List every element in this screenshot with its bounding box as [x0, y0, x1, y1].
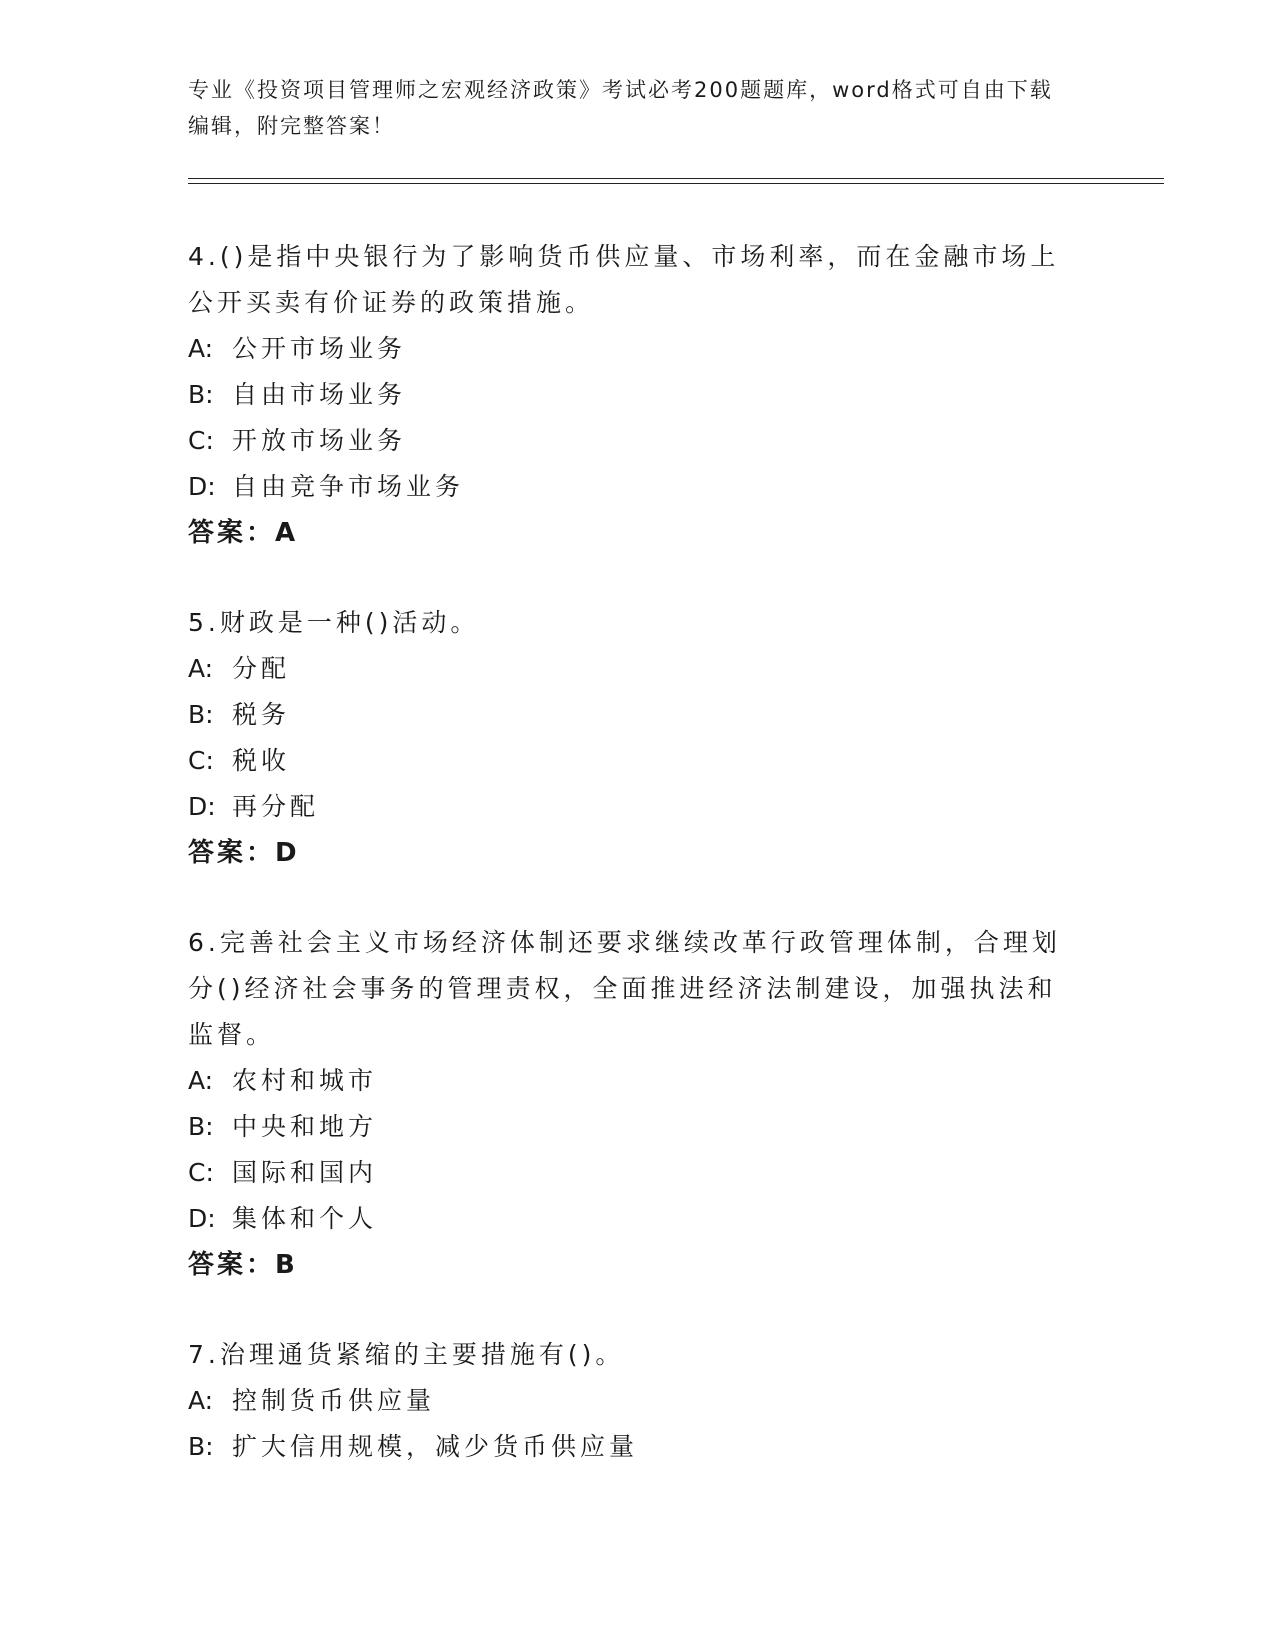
option-d: [188, 1196, 1088, 1242]
option-b: [188, 372, 1088, 418]
option-c: [188, 1150, 1088, 1196]
option-d: [188, 784, 1088, 830]
option-a: [188, 646, 1088, 692]
option-letter: A:: [188, 654, 214, 683]
option-text: 自由市场业务: [232, 380, 407, 409]
question-text: 7.治理通货紧缩的主要措施有()。: [188, 1340, 625, 1369]
option-text: 税收: [232, 746, 291, 775]
question-text: 4.()是指中央银行为了影响货币供应量、市场利率，而在金融市场上公开买卖有价证券的政策措施。: [188, 242, 1060, 317]
option-a: [188, 326, 1088, 372]
option-b: [188, 692, 1088, 738]
answer-line: 答案：A: [188, 518, 299, 548]
option-letter: C:: [188, 746, 214, 775]
option-letter: B:: [188, 700, 214, 729]
document-header: 专业《投资项目管理师之宏观经济政策》考试必考200题题库，word格式可自由下载编辑，附完整答案！: [188, 78, 1053, 138]
option-b: [188, 1424, 1088, 1470]
option-letter: B:: [188, 380, 214, 409]
option-letter: C:: [188, 1158, 214, 1187]
question-list: [188, 234, 1088, 1514]
question-text: 5.财政是一种()活动。: [188, 608, 480, 637]
option-text: 农村和城市: [232, 1066, 378, 1095]
option-text: 自由竞争市场业务: [232, 472, 465, 501]
option-letter: D:: [188, 472, 216, 501]
header-rule-top: [188, 178, 1164, 179]
question-6: [188, 920, 1088, 1288]
question-5: [188, 600, 1088, 876]
option-letter: D:: [188, 792, 216, 821]
option-c: [188, 418, 1088, 464]
option-a: [188, 1378, 1088, 1424]
answer-line: 答案：B: [188, 1250, 298, 1280]
option-letter: C:: [188, 426, 214, 455]
header-rule-bottom: [188, 183, 1164, 184]
question-4: [188, 234, 1088, 556]
question-text: 6.完善社会主义市场经济体制还要求继续改革行政管理体制，合理划分()经济社会事务的管理责权，全面推进经济法制建设，加强执法和监督。: [188, 928, 1061, 1049]
option-c: [188, 738, 1088, 784]
option-b: [188, 1104, 1088, 1150]
option-letter: A:: [188, 334, 214, 363]
answer-line: 答案：D: [188, 838, 300, 868]
option-text: 开放市场业务: [232, 426, 407, 455]
option-text: 控制货币供应量: [232, 1386, 436, 1415]
question-7: [188, 1332, 1088, 1470]
option-text: 中央和地方: [232, 1112, 378, 1141]
option-a: [188, 1058, 1088, 1104]
option-text: 税务: [232, 700, 291, 729]
option-letter: A:: [188, 1386, 214, 1415]
option-letter: B:: [188, 1112, 214, 1141]
option-text: 扩大信用规模，减少货币供应量: [232, 1432, 639, 1461]
option-text: 国际和国内: [232, 1158, 378, 1187]
option-text: 公开市场业务: [232, 334, 407, 363]
option-text: 再分配: [232, 792, 320, 821]
option-text: 集体和个人: [232, 1204, 378, 1233]
option-letter: A:: [188, 1066, 214, 1095]
option-d: [188, 464, 1088, 510]
option-letter: D:: [188, 1204, 216, 1233]
option-letter: B:: [188, 1432, 214, 1461]
option-text: 分配: [232, 654, 291, 683]
